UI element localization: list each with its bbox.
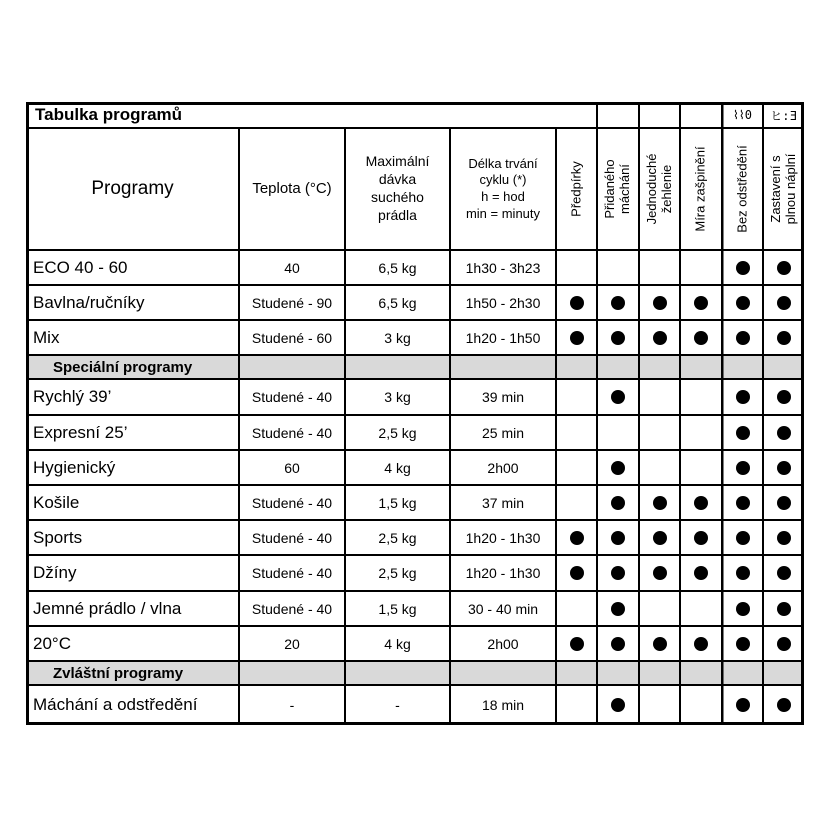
program-name: Košile (33, 492, 80, 512)
program-max-load: 1,5 kg (378, 600, 417, 617)
program-duration: 2h00 (487, 635, 519, 652)
program-name: Expresní 25’ (33, 422, 128, 442)
section-heading: Speciální programy (53, 358, 193, 376)
column-header-max-load-line: dávka (378, 171, 417, 188)
option-available-dot (653, 496, 667, 510)
program-max-load: 2,5 kg (378, 565, 417, 581)
program-temperature: Studené - 40 (251, 529, 333, 546)
column-header-max-load (345, 128, 450, 250)
option-available-dot (611, 461, 625, 475)
column-header-max-load-line: Maximální (365, 153, 430, 170)
spin-off-icon: ⌇⌇0 (733, 108, 752, 122)
column-header-duration-line: Délka trvání (468, 155, 538, 171)
column-header-duration-line: h = hod (481, 189, 525, 204)
program-max-load: 3 kg (384, 389, 411, 405)
option-available-dot (777, 602, 791, 616)
program-duration: 39 min (481, 389, 525, 405)
column-header-program: Programy (91, 177, 174, 199)
option-available-dot (694, 296, 708, 310)
option-available-dot (736, 602, 750, 616)
rinse-hold-icon: ヒ:Ǝ (770, 108, 797, 123)
option-label-line: Předpírky (568, 161, 584, 217)
option-available-dot (777, 296, 791, 310)
option-available-dot (611, 496, 625, 510)
option-available-dot (694, 496, 708, 510)
option-available-dot (611, 390, 625, 404)
option-available-dot (694, 531, 708, 545)
column-header-option (603, 159, 633, 218)
option-available-dot (736, 637, 750, 651)
program-temperature: Studené - 60 (251, 329, 333, 346)
option-available-dot (611, 531, 625, 545)
program-max-load: 4 kg (384, 459, 411, 476)
option-available-dot (777, 496, 791, 510)
option-available-dot (570, 566, 584, 580)
section-heading: Zvláštní programy (53, 664, 184, 682)
option-available-dot (694, 566, 708, 580)
option-label-line: plnou náplní (782, 153, 798, 225)
program-duration: 2h00 (487, 459, 519, 476)
program-temperature: Studené - 40 (251, 424, 333, 441)
column-header-duration-line: min = minuty (465, 205, 541, 221)
option-available-dot (777, 531, 791, 545)
option-available-dot (736, 496, 750, 510)
column-header-max-load-line: prádla (378, 206, 417, 223)
option-available-dot (736, 390, 750, 404)
program-duration: 1h20 - 1h30 (465, 529, 541, 546)
program-name: Máchání a odstředění (33, 695, 198, 714)
option-available-dot (777, 390, 791, 404)
program-temperature: 60 (284, 459, 300, 476)
program-max-load: 6,5 kg (378, 259, 417, 276)
option-available-dot (736, 296, 750, 310)
option-available-dot (653, 637, 667, 651)
option-available-dot (736, 698, 750, 712)
column-header-max-load-line: suchého (371, 189, 424, 205)
program-temperature: Studené - 90 (251, 294, 333, 311)
option-available-dot (736, 531, 750, 545)
program-max-load: 4 kg (384, 635, 411, 652)
program-max-load: 2,5 kg (378, 529, 417, 546)
option-available-dot (736, 331, 750, 345)
program-name: Mix (33, 327, 60, 347)
program-duration: 1h20 - 1h50 (465, 329, 541, 346)
option-available-dot (570, 296, 584, 310)
option-available-dot (777, 698, 791, 712)
program-name: Džíny (33, 563, 77, 582)
option-available-dot (611, 602, 625, 616)
option-available-dot (653, 531, 667, 545)
option-available-dot (570, 531, 584, 545)
program-max-load: 2,5 kg (378, 424, 417, 441)
option-available-dot (611, 566, 625, 580)
column-header-option (735, 145, 750, 232)
program-duration: 25 min (481, 424, 525, 441)
program-name: Bavlna/ručníky (33, 292, 145, 312)
option-available-dot (736, 566, 750, 580)
option-available-dot (694, 637, 708, 651)
option-available-dot (653, 566, 667, 580)
program-duration: 18 min (481, 697, 525, 713)
program-temperature: Studené - 40 (251, 494, 333, 511)
program-duration: 1h20 - 1h30 (465, 565, 541, 581)
option-available-dot (653, 331, 667, 345)
option-available-dot (777, 461, 791, 475)
option-label-line: Míra zašpinění (692, 146, 708, 232)
column-header-duration (450, 128, 556, 250)
column-header-temperature: Teplota (°C) (252, 180, 332, 198)
option-label-line: Jednoduché (643, 153, 659, 225)
program-temperature: Studené - 40 (251, 565, 333, 581)
option-available-dot (736, 461, 750, 475)
program-name: ECO 40 - 60 (33, 257, 128, 277)
program-duration: 30 - 40 min (467, 600, 539, 617)
option-available-dot (653, 296, 667, 310)
option-available-dot (611, 698, 625, 712)
option-available-dot (694, 331, 708, 345)
program-name: 20°C (33, 633, 71, 653)
option-available-dot (777, 426, 791, 440)
program-duration: 1h30 - 3h23 (465, 259, 541, 276)
option-available-dot (611, 331, 625, 345)
program-name: Rychlý 39’ (33, 387, 112, 406)
program-temperature: 20 (284, 635, 300, 652)
table-title: Tabulka programů (35, 105, 183, 124)
option-available-dot (736, 261, 750, 275)
program-temperature: Studené - 40 (251, 389, 333, 405)
program-max-load: 3 kg (384, 329, 411, 346)
program-name: Sports (33, 527, 83, 547)
option-available-dot (611, 637, 625, 651)
program-temperature: - (289, 697, 295, 713)
option-available-dot (777, 261, 791, 275)
option-label-line: žehlenie (658, 164, 674, 214)
option-label-line: Bez odstředění (734, 145, 750, 233)
program-duration: 37 min (481, 494, 525, 511)
option-label-line: máchání (617, 164, 632, 214)
option-available-dot (611, 296, 625, 310)
column-header-option (769, 154, 799, 225)
option-label-line: Zastavení s (767, 155, 783, 223)
program-temperature: 40 (284, 259, 300, 276)
column-header-duration-line: cyklu (*) (479, 172, 527, 188)
option-available-dot (777, 331, 791, 345)
program-duration: 1h50 - 2h30 (465, 294, 541, 311)
program-name: Hygienický (33, 457, 116, 477)
column-header-option (645, 154, 675, 225)
option-available-dot (570, 637, 584, 651)
column-header-option (569, 161, 584, 217)
program-max-load: - (395, 697, 400, 713)
option-available-dot (736, 426, 750, 440)
program-name: Jemné prádlo / vlna (33, 598, 182, 618)
option-available-dot (570, 331, 584, 345)
program-max-load: 1,5 kg (378, 494, 417, 511)
option-available-dot (777, 637, 791, 651)
column-header-option (694, 146, 709, 231)
program-max-load: 6,5 kg (378, 294, 417, 311)
program-temperature: Studené - 40 (251, 600, 333, 617)
program-table (26, 102, 804, 729)
option-available-dot (777, 566, 791, 580)
option-label-line: Přidaného (602, 159, 618, 219)
